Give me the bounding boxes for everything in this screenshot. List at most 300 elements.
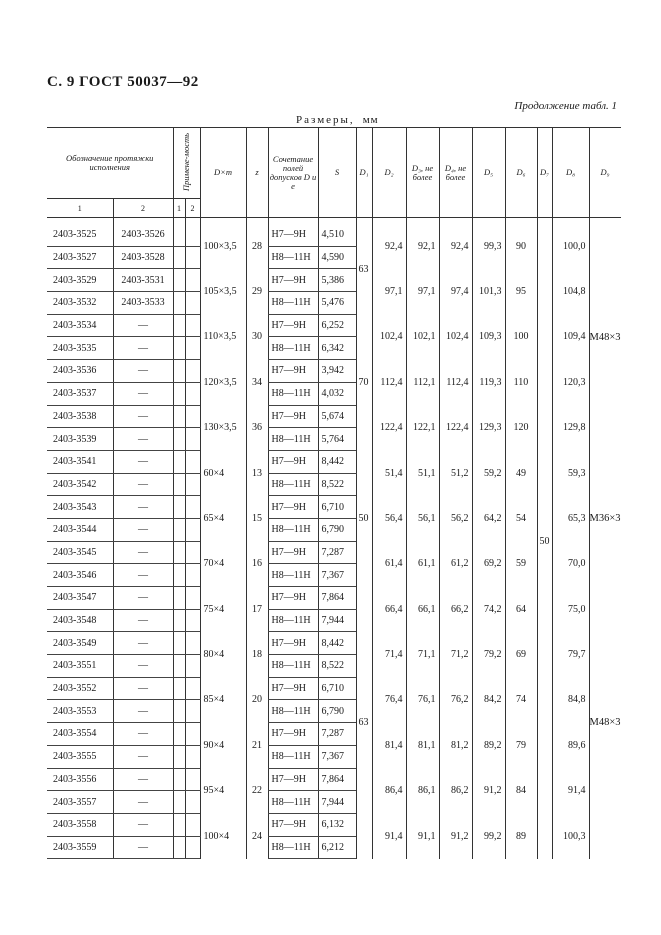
col-s: S: [318, 128, 356, 218]
designation-2-cell: —: [113, 450, 173, 473]
s-cell: 6,710: [318, 496, 356, 519]
dm-cell: 130×3,5: [200, 405, 246, 450]
d2-cell: 97,1: [372, 269, 406, 314]
d2-cell: 51,4: [372, 450, 406, 495]
fit-cell: H8—11H: [268, 564, 318, 587]
dimensions-table: [47, 127, 621, 859]
s-cell: 6,212: [318, 836, 356, 859]
fit-cell: H7—9H: [268, 813, 318, 836]
application-1-cell: [173, 541, 185, 564]
application-1-cell: [173, 632, 185, 655]
designation-2-cell: —: [113, 518, 173, 541]
designation-2-cell: —: [113, 541, 173, 564]
d4-cell: 102,4: [439, 314, 472, 359]
fit-cell: H7—9H: [268, 677, 318, 700]
application-1-cell: [173, 655, 185, 678]
z-cell: 15: [246, 496, 268, 541]
dm-cell: 100×3,5: [200, 218, 246, 269]
designation-1-cell: 2403-3527: [47, 246, 113, 269]
application-2-cell: [185, 745, 200, 768]
fit-cell: H7—9H: [268, 541, 318, 564]
d3-cell: 92,1: [406, 218, 439, 269]
designation-2-cell: —: [113, 632, 173, 655]
d3-cell: 97,1: [406, 269, 439, 314]
designation-2-cell: —: [113, 609, 173, 632]
d8-cell: 79,7: [552, 632, 589, 677]
application-2-cell: [185, 337, 200, 360]
d5-cell: 109,3: [472, 314, 505, 359]
dm-cell: 120×3,5: [200, 360, 246, 405]
designation-2-cell: —: [113, 473, 173, 496]
d5-cell: 89,2: [472, 723, 505, 768]
col-application-2: 2: [185, 199, 200, 218]
d1-cell: 50: [356, 450, 372, 586]
s-cell: 6,790: [318, 700, 356, 723]
dm-cell: 60×4: [200, 450, 246, 495]
d6-cell: 89: [505, 813, 537, 858]
designation-1-cell: 2403-3538: [47, 405, 113, 428]
d3-cell: 76,1: [406, 677, 439, 722]
d2-cell: 91,4: [372, 813, 406, 858]
d6-cell: 54: [505, 496, 537, 541]
d9-cell: M48×3: [589, 587, 621, 859]
designation-1-cell: 2403-3539: [47, 428, 113, 451]
fit-cell: H7—9H: [268, 405, 318, 428]
d4-cell: 51,2: [439, 450, 472, 495]
d2-cell: 61,4: [372, 541, 406, 586]
application-2-cell: [185, 609, 200, 632]
col-z: z: [246, 128, 268, 218]
fit-cell: H7—9H: [268, 269, 318, 292]
designation-1-cell: 2403-3549: [47, 632, 113, 655]
page-header: С. 9 ГОСТ 50037—92: [47, 74, 199, 90]
application-2-cell: [185, 587, 200, 610]
designation-2-cell: —: [113, 382, 173, 405]
z-cell: 34: [246, 360, 268, 405]
table-row: [47, 405, 621, 428]
fit-cell: H7—9H: [268, 314, 318, 337]
d8-cell: 89,6: [552, 723, 589, 768]
application-1-cell: [173, 791, 185, 814]
application-1-cell: [173, 218, 185, 247]
application-1-cell: [173, 292, 185, 315]
application-1-cell: [173, 700, 185, 723]
designation-2-cell: —: [113, 655, 173, 678]
z-cell: 22: [246, 768, 268, 813]
designation-2-cell: —: [113, 836, 173, 859]
d4-cell: 91,2: [439, 813, 472, 858]
dimensions-caption: [296, 114, 379, 126]
table-row: [47, 587, 621, 610]
z-cell: 24: [246, 813, 268, 858]
d6-cell: 95: [505, 269, 537, 314]
col-designation: Обозначение протяжки исполнения: [47, 128, 173, 199]
designation-2-cell: —: [113, 314, 173, 337]
application-2-cell: [185, 246, 200, 269]
d5-cell: 59,2: [472, 450, 505, 495]
d2-cell: 112,4: [372, 360, 406, 405]
application-1-cell: [173, 360, 185, 383]
d5-cell: 91,2: [472, 768, 505, 813]
designation-2-cell: —: [113, 587, 173, 610]
d2-cell: 81,4: [372, 723, 406, 768]
fit-cell: H7—9H: [268, 218, 318, 247]
d4-cell: 97,4: [439, 269, 472, 314]
application-1-cell: [173, 813, 185, 836]
d3-cell: 122,1: [406, 405, 439, 450]
application-2-cell: [185, 314, 200, 337]
designation-2-cell: —: [113, 791, 173, 814]
s-cell: 8,522: [318, 473, 356, 496]
designation-1-cell: 2403-3556: [47, 768, 113, 791]
col-designation-2: 2: [113, 199, 173, 218]
designation-2-cell: —: [113, 496, 173, 519]
designation-2-cell: 2403-3531: [113, 269, 173, 292]
table-row: [47, 677, 621, 700]
z-cell: 16: [246, 541, 268, 586]
dimensions-unit: мм: [362, 114, 379, 126]
table-row: [47, 723, 621, 746]
z-cell: 18: [246, 632, 268, 677]
application-2-cell: [185, 791, 200, 814]
s-cell: 8,522: [318, 655, 356, 678]
s-cell: 8,442: [318, 632, 356, 655]
application-1-cell: [173, 382, 185, 405]
application-1-cell: [173, 745, 185, 768]
s-cell: 7,287: [318, 541, 356, 564]
d6-cell: 69: [505, 632, 537, 677]
designation-1-cell: 2403-3542: [47, 473, 113, 496]
s-cell: 6,252: [318, 314, 356, 337]
table-row: [47, 813, 621, 836]
designation-2-cell: —: [113, 428, 173, 451]
application-2-cell: [185, 541, 200, 564]
d8-cell: 70,0: [552, 541, 589, 586]
d3-cell: 56,1: [406, 496, 439, 541]
application-1-cell: [173, 609, 185, 632]
d8-cell: 120,3: [552, 360, 589, 405]
designation-1-cell: 2403-3544: [47, 518, 113, 541]
z-cell: 36: [246, 405, 268, 450]
fit-cell: H8—11H: [268, 382, 318, 405]
application-2-cell: [185, 382, 200, 405]
fit-cell: H8—11H: [268, 700, 318, 723]
z-cell: 30: [246, 314, 268, 359]
application-1-cell: [173, 836, 185, 859]
d5-cell: 84,2: [472, 677, 505, 722]
d8-cell: 91,4: [552, 768, 589, 813]
application-1-cell: [173, 450, 185, 473]
s-cell: 7,367: [318, 745, 356, 768]
designation-1-cell: 2403-3537: [47, 382, 113, 405]
s-cell: 3,942: [318, 360, 356, 383]
application-1-cell: [173, 269, 185, 292]
d5-cell: 69,2: [472, 541, 505, 586]
designation-1-cell: 2403-3552: [47, 677, 113, 700]
application-2-cell: [185, 405, 200, 428]
application-2-cell: [185, 518, 200, 541]
d2-cell: 86,4: [372, 768, 406, 813]
application-1-cell: [173, 473, 185, 496]
s-cell: 6,132: [318, 813, 356, 836]
fit-cell: H7—9H: [268, 587, 318, 610]
d5-cell: 79,2: [472, 632, 505, 677]
d5-cell: 64,2: [472, 496, 505, 541]
d5-cell: 119,3: [472, 360, 505, 405]
designation-1-cell: 2403-3553: [47, 700, 113, 723]
application-1-cell: [173, 496, 185, 519]
table-row: [47, 314, 621, 337]
designation-1-cell: 2403-3535: [47, 337, 113, 360]
d4-cell: 56,2: [439, 496, 472, 541]
dm-cell: 65×4: [200, 496, 246, 541]
fit-cell: H8—11H: [268, 745, 318, 768]
application-1-cell: [173, 723, 185, 746]
d8-cell: 100,3: [552, 813, 589, 858]
d8-cell: 109,4: [552, 314, 589, 359]
application-1-cell: [173, 768, 185, 791]
application-1-cell: [173, 564, 185, 587]
col-application: Примене-мость: [173, 128, 200, 199]
table-row: [47, 541, 621, 564]
s-cell: 8,442: [318, 450, 356, 473]
d6-cell: 84: [505, 768, 537, 813]
application-1-cell: [173, 677, 185, 700]
designation-1-cell: 2403-3557: [47, 791, 113, 814]
application-1-cell: [173, 428, 185, 451]
designation-1-cell: 2403-3541: [47, 450, 113, 473]
application-2-cell: [185, 564, 200, 587]
d4-cell: 112,4: [439, 360, 472, 405]
application-2-cell: [185, 723, 200, 746]
designation-2-cell: 2403-3528: [113, 246, 173, 269]
designation-2-cell: —: [113, 360, 173, 383]
s-cell: 4,590: [318, 246, 356, 269]
d8-cell: 104,8: [552, 269, 589, 314]
z-cell: 21: [246, 723, 268, 768]
application-2-cell: [185, 632, 200, 655]
application-1-cell: [173, 587, 185, 610]
dm-cell: 90×4: [200, 723, 246, 768]
d5-cell: 99,3: [472, 218, 505, 269]
d8-cell: 84,8: [552, 677, 589, 722]
d6-cell: 74: [505, 677, 537, 722]
fit-cell: H8—11H: [268, 655, 318, 678]
table-row: [47, 496, 621, 519]
designation-2-cell: —: [113, 337, 173, 360]
z-cell: 13: [246, 450, 268, 495]
application-2-cell: [185, 700, 200, 723]
application-2-cell: [185, 269, 200, 292]
fit-cell: H8—11H: [268, 791, 318, 814]
col-d9: D₉: [589, 128, 621, 218]
col-d6: D₆: [505, 128, 537, 218]
application-1-cell: [173, 337, 185, 360]
d6-cell: 49: [505, 450, 537, 495]
fit-cell: H7—9H: [268, 723, 318, 746]
s-cell: 4,510: [318, 218, 356, 247]
designation-2-cell: —: [113, 768, 173, 791]
col-d4: D₄, не более: [439, 128, 472, 218]
d2-cell: 71,4: [372, 632, 406, 677]
designation-1-cell: 2403-3546: [47, 564, 113, 587]
d5-cell: 74,2: [472, 587, 505, 632]
d8-cell: 75,0: [552, 587, 589, 632]
designation-1-cell: 2403-3551: [47, 655, 113, 678]
table-row: [47, 360, 621, 383]
s-cell: 6,710: [318, 677, 356, 700]
d3-cell: 86,1: [406, 768, 439, 813]
s-cell: 7,367: [318, 564, 356, 587]
d8-cell: 129,8: [552, 405, 589, 450]
designation-1-cell: 2403-3525: [47, 218, 113, 247]
designation-2-cell: —: [113, 405, 173, 428]
designation-1-cell: 2403-3559: [47, 836, 113, 859]
s-cell: 6,790: [318, 518, 356, 541]
d3-cell: 81,1: [406, 723, 439, 768]
s-cell: 7,944: [318, 791, 356, 814]
fit-cell: H8—11H: [268, 518, 318, 541]
designation-1-cell: 2403-3547: [47, 587, 113, 610]
designation-1-cell: 2403-3534: [47, 314, 113, 337]
d6-cell: 100: [505, 314, 537, 359]
table-continuation-label: Продолжение табл. 1: [514, 100, 617, 112]
dm-cell: 85×4: [200, 677, 246, 722]
table-row: [47, 269, 621, 292]
d4-cell: 86,2: [439, 768, 472, 813]
dm-cell: 105×3,5: [200, 269, 246, 314]
d3-cell: 71,1: [406, 632, 439, 677]
designation-2-cell: —: [113, 813, 173, 836]
application-2-cell: [185, 292, 200, 315]
designation-2-cell: —: [113, 677, 173, 700]
d2-cell: 76,4: [372, 677, 406, 722]
fit-cell: H7—9H: [268, 360, 318, 383]
designation-1-cell: 2403-3558: [47, 813, 113, 836]
dm-cell: 95×4: [200, 768, 246, 813]
d3-cell: 66,1: [406, 587, 439, 632]
table-row: [47, 632, 621, 655]
designation-1-cell: 2403-3543: [47, 496, 113, 519]
d4-cell: 122,4: [439, 405, 472, 450]
designation-2-cell: —: [113, 700, 173, 723]
designation-2-cell: —: [113, 745, 173, 768]
application-2-cell: [185, 428, 200, 451]
application-1-cell: [173, 246, 185, 269]
d8-cell: 100,0: [552, 218, 589, 269]
application-1-cell: [173, 405, 185, 428]
z-cell: 20: [246, 677, 268, 722]
d4-cell: 76,2: [439, 677, 472, 722]
d3-cell: 91,1: [406, 813, 439, 858]
d9-cell: M48×3: [589, 218, 621, 451]
dm-cell: 110×3,5: [200, 314, 246, 359]
s-cell: 7,864: [318, 587, 356, 610]
col-d8: D₈: [552, 128, 589, 218]
s-cell: 5,674: [318, 405, 356, 428]
d4-cell: 61,2: [439, 541, 472, 586]
application-2-cell: [185, 813, 200, 836]
designation-1-cell: 2403-3532: [47, 292, 113, 315]
d2-cell: 92,4: [372, 218, 406, 269]
table-row: [47, 768, 621, 791]
s-cell: 5,386: [318, 269, 356, 292]
d5-cell: 129,3: [472, 405, 505, 450]
s-cell: 7,864: [318, 768, 356, 791]
col-d7: D₇: [537, 128, 552, 218]
application-2-cell: [185, 496, 200, 519]
application-2-cell: [185, 360, 200, 383]
fit-cell: H8—11H: [268, 836, 318, 859]
d1-cell: 63: [356, 218, 372, 315]
designation-1-cell: 2403-3536: [47, 360, 113, 383]
d1-cell: 70: [356, 314, 372, 450]
d2-cell: 122,4: [372, 405, 406, 450]
col-designation-1: 1: [47, 199, 113, 218]
d6-cell: 120: [505, 405, 537, 450]
s-cell: 7,287: [318, 723, 356, 746]
designation-2-cell: —: [113, 723, 173, 746]
d6-cell: 90: [505, 218, 537, 269]
z-cell: 28: [246, 218, 268, 269]
d6-cell: 64: [505, 587, 537, 632]
designation-1-cell: 2403-3545: [47, 541, 113, 564]
d2-cell: 66,4: [372, 587, 406, 632]
d4-cell: 66,2: [439, 587, 472, 632]
application-2-cell: [185, 473, 200, 496]
col-d5: D₅: [472, 128, 505, 218]
d7-cell: 50: [537, 218, 552, 859]
col-d2: D₂: [372, 128, 406, 218]
fit-cell: H8—11H: [268, 246, 318, 269]
dm-cell: 75×4: [200, 587, 246, 632]
col-fits: Сочетание полей допусков D и e: [268, 128, 318, 218]
d3-cell: 61,1: [406, 541, 439, 586]
designation-1-cell: 2403-3555: [47, 745, 113, 768]
application-2-cell: [185, 218, 200, 247]
fit-cell: H8—11H: [268, 292, 318, 315]
designation-2-cell: 2403-3526: [113, 218, 173, 247]
fit-cell: H7—9H: [268, 496, 318, 519]
fit-cell: H7—9H: [268, 450, 318, 473]
fit-cell: H7—9H: [268, 632, 318, 655]
d2-cell: 56,4: [372, 496, 406, 541]
d6-cell: 110: [505, 360, 537, 405]
dm-cell: 70×4: [200, 541, 246, 586]
z-cell: 17: [246, 587, 268, 632]
designation-1-cell: 2403-3548: [47, 609, 113, 632]
designation-1-cell: 2403-3554: [47, 723, 113, 746]
s-cell: 7,944: [318, 609, 356, 632]
d2-cell: 102,4: [372, 314, 406, 359]
col-d1: D₁: [356, 128, 372, 218]
s-cell: 4,032: [318, 382, 356, 405]
fit-cell: H8—11H: [268, 337, 318, 360]
d9-cell: M36×3: [589, 450, 621, 586]
d4-cell: 81,2: [439, 723, 472, 768]
s-cell: 5,764: [318, 428, 356, 451]
dimensions-title: Размеры,: [296, 114, 355, 126]
d8-cell: 59,3: [552, 450, 589, 495]
d3-cell: 112,1: [406, 360, 439, 405]
table-row: [47, 218, 621, 247]
z-cell: 29: [246, 269, 268, 314]
application-1-cell: [173, 314, 185, 337]
designation-1-cell: 2403-3529: [47, 269, 113, 292]
dm-cell: 80×4: [200, 632, 246, 677]
d5-cell: 101,3: [472, 269, 505, 314]
d3-cell: 102,1: [406, 314, 439, 359]
